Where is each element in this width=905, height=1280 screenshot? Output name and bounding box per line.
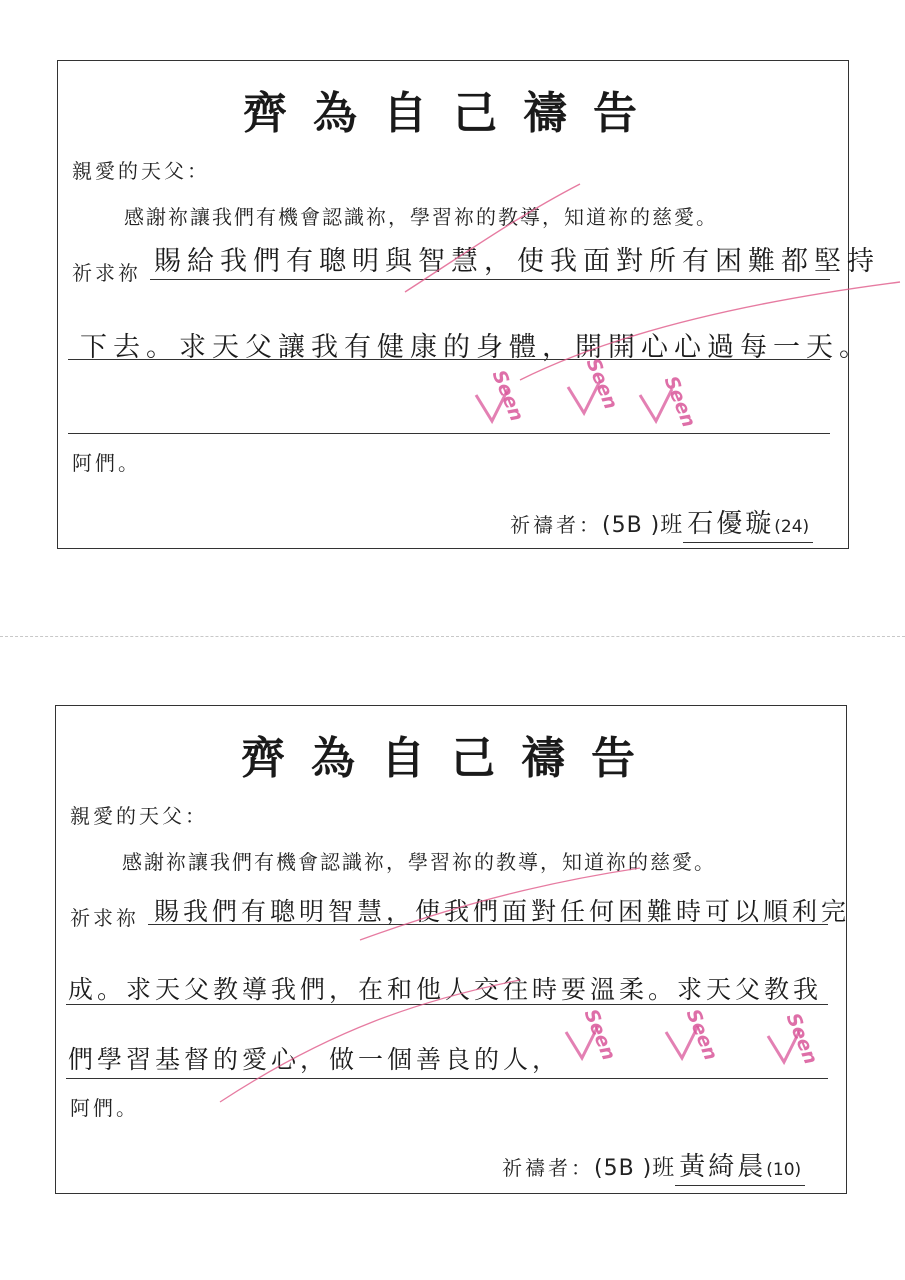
page-divider [0, 636, 905, 637]
ask-label: 祈求祢 [72, 261, 141, 285]
handwritten-line-3: 們學習基督的愛心，做一個善良的人， [68, 1045, 562, 1074]
writing-line-2 [66, 1004, 828, 1005]
seen-stamp: Seen [487, 367, 528, 425]
signer-name: 黃綺晨 [679, 1152, 767, 1182]
greeting: 親愛的天父： [70, 804, 208, 828]
signer-label: 祈禱者： [510, 513, 602, 537]
seen-stamp: Seen [659, 373, 700, 431]
handwritten-line-1: 賜我們有聰明智慧，使我們面對任何困難時可以順利完 [154, 897, 851, 926]
card-title: 齊為自己禱告 [241, 733, 661, 784]
greeting: 親愛的天父： [72, 159, 210, 183]
signer-block [502, 1146, 805, 1186]
amen-text: 阿們。 [72, 451, 141, 475]
signer-number: (24) [774, 517, 810, 537]
prayer-card-2 [55, 705, 851, 1194]
amen-text: 阿們。 [70, 1096, 139, 1120]
signer-name-field [683, 503, 813, 543]
ask-label: 祈求祢 [70, 906, 139, 930]
writing-line-1 [150, 279, 830, 280]
seen-stamp: Seen [781, 1010, 822, 1068]
signer-name-field [675, 1146, 805, 1186]
class-value: (5B )班 [594, 1156, 676, 1181]
handwritten-line-2: 下去。求天父讓我有健康的身體，開開心心過每一天。 [80, 332, 872, 363]
seen-stamp: Seen [581, 355, 622, 413]
card-title: 齊為自己禱告 [243, 88, 663, 139]
prayer-card-1 [57, 60, 880, 549]
signer-name: 石優璇 [687, 509, 775, 539]
signer-block [510, 503, 813, 543]
class-value: (5B )班 [602, 513, 684, 538]
signer-number: (10) [766, 1160, 802, 1180]
handwritten-line-1: 賜給我們有聰明與智慧，使我面對所有困難都堅持 [154, 246, 880, 277]
writing-line-3 [66, 1078, 828, 1079]
writing-line-3 [68, 433, 830, 434]
writing-line-1 [148, 924, 828, 925]
handwritten-line-2: 成。求天父教導我們，在和他人交往時要溫柔。求天父教我 [68, 975, 823, 1004]
thanks-text: 感謝祢讓我們有機會認識祢，學習祢的教導，知道祢的慈愛。 [124, 205, 718, 229]
writing-line-2 [68, 359, 830, 360]
thanks-text: 感謝祢讓我們有機會認識祢，學習祢的教導，知道祢的慈愛。 [122, 850, 716, 874]
seen-stamp: Seen [579, 1006, 620, 1064]
seen-stamp: Seen [681, 1006, 722, 1064]
signer-label: 祈禱者： [502, 1156, 594, 1180]
